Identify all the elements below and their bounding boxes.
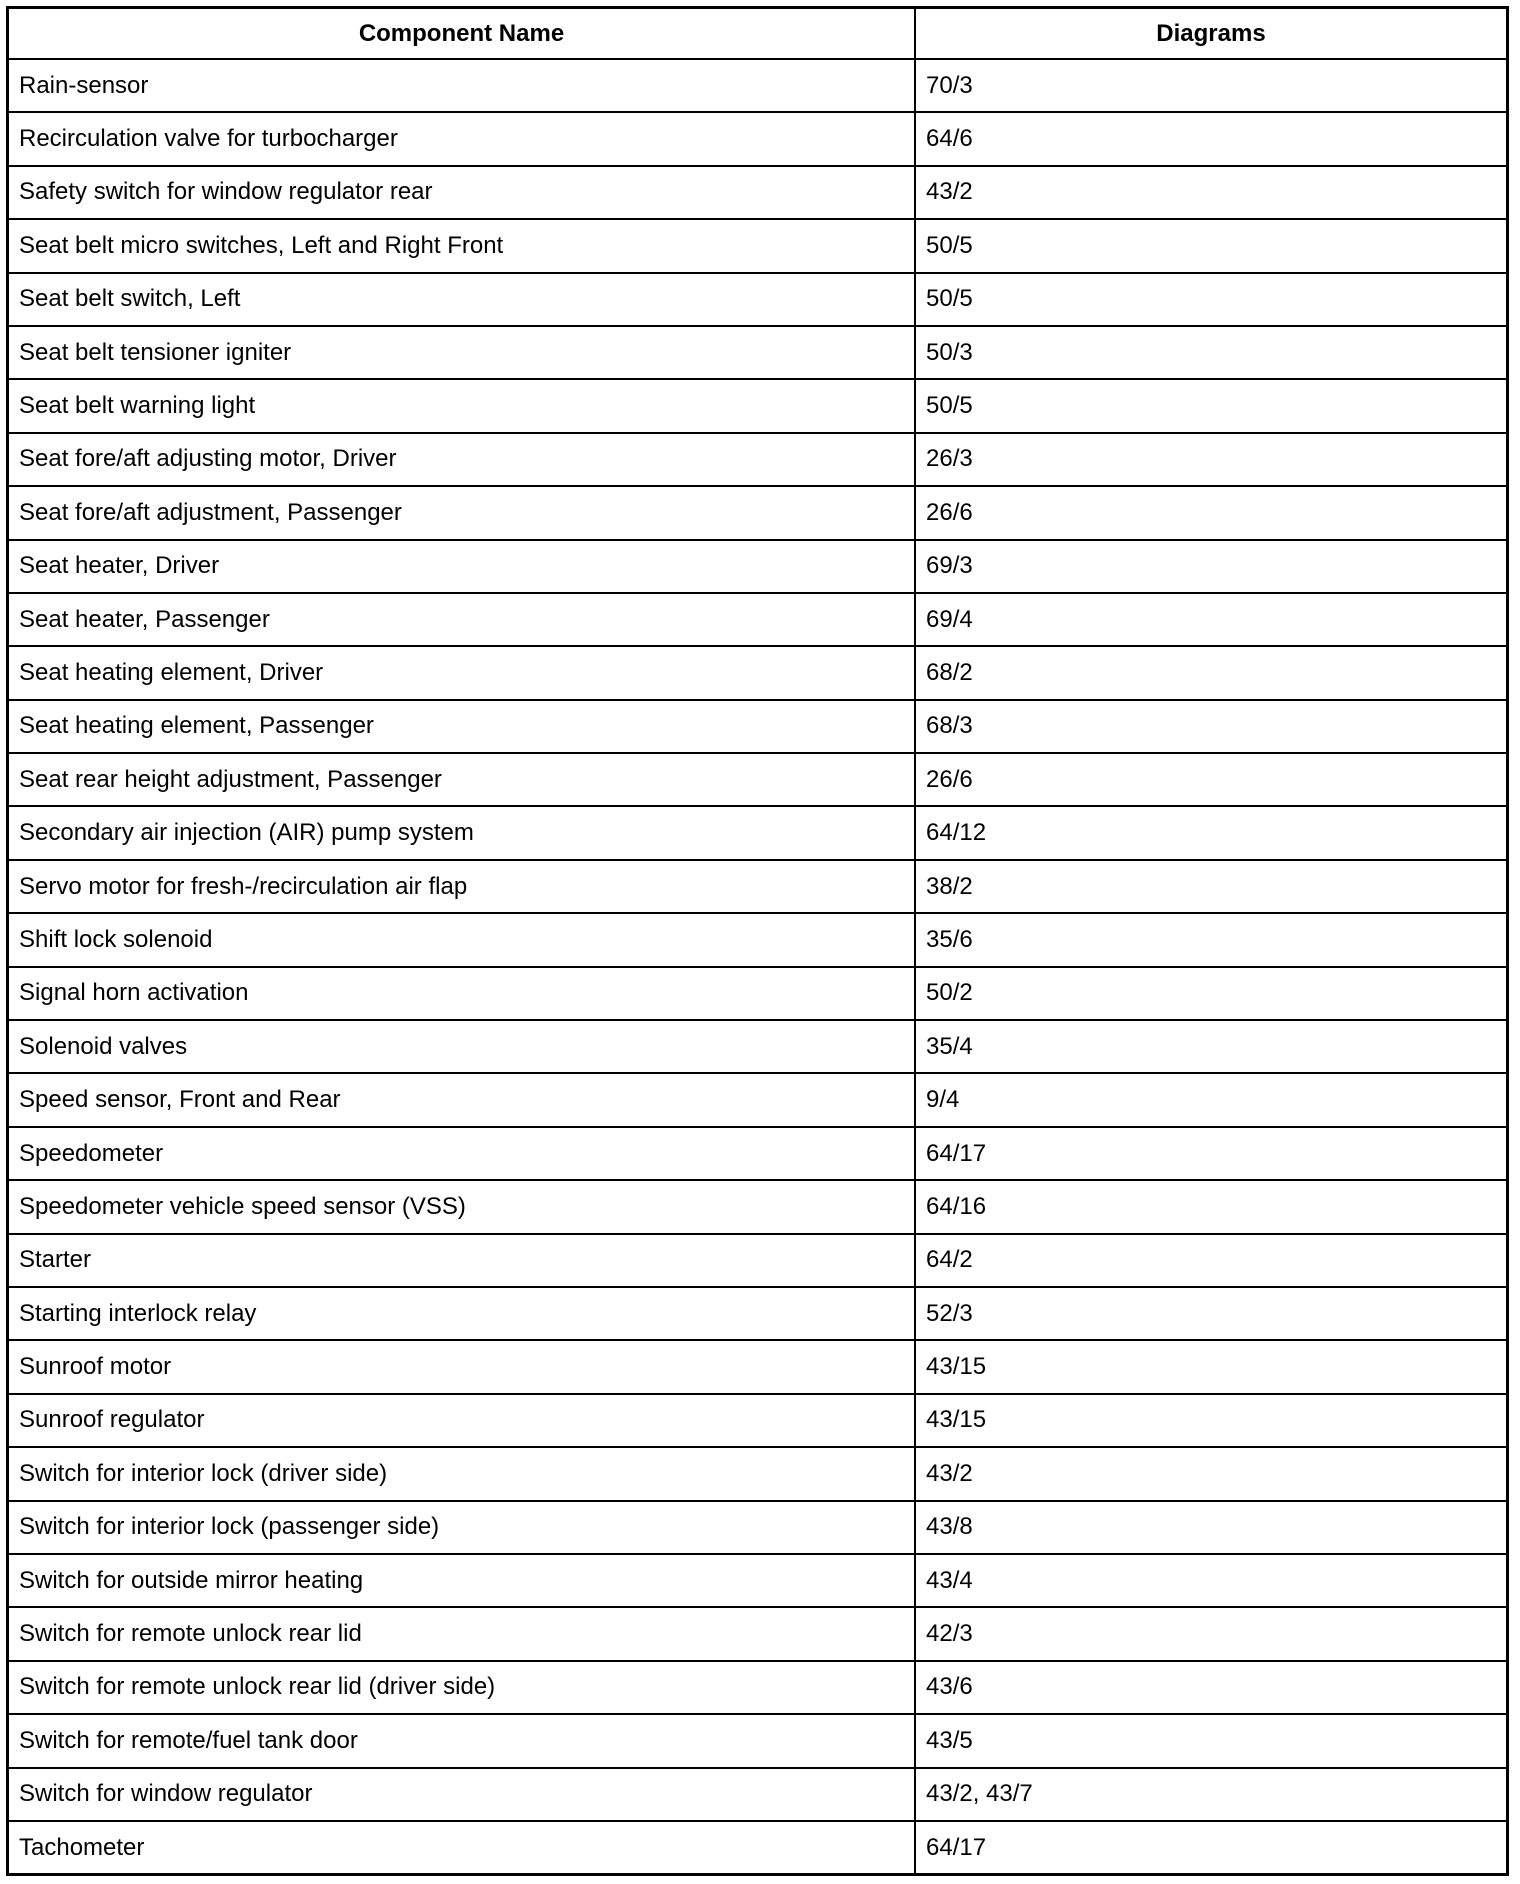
component-name-cell: Speed sensor, Front and Rear bbox=[9, 1073, 915, 1126]
diagram-ref-cell: 43/2 bbox=[915, 1447, 1506, 1500]
table-row bbox=[9, 59, 1506, 112]
diagram-ref-cell: 50/2 bbox=[915, 967, 1506, 1020]
table-row bbox=[9, 219, 1506, 272]
diagram-ref-cell: 69/3 bbox=[915, 540, 1506, 593]
diagram-ref-cell: 64/17 bbox=[915, 1127, 1506, 1180]
diagram-ref-cell: 64/17 bbox=[915, 1821, 1506, 1874]
table-row bbox=[9, 1127, 1506, 1180]
component-name-cell: Recirculation valve for turbocharger bbox=[9, 112, 915, 165]
table-row bbox=[9, 1287, 1506, 1340]
diagram-ref-cell: 43/4 bbox=[915, 1554, 1506, 1607]
component-name-cell: Switch for window regulator bbox=[9, 1768, 915, 1821]
diagram-ref-cell: 43/2, 43/7 bbox=[915, 1768, 1506, 1821]
table-row bbox=[9, 166, 1506, 219]
table-row bbox=[9, 112, 1506, 165]
table-row bbox=[9, 1554, 1506, 1607]
component-name-cell: Starting interlock relay bbox=[9, 1287, 915, 1340]
diagram-ref-cell: 43/5 bbox=[915, 1714, 1506, 1767]
table-row bbox=[9, 753, 1506, 806]
table-row bbox=[9, 806, 1506, 859]
diagram-ref-cell: 50/5 bbox=[915, 273, 1506, 326]
component-table-frame bbox=[6, 6, 1509, 1876]
component-name-cell: Seat heating element, Passenger bbox=[9, 700, 915, 753]
diagram-ref-cell: 26/3 bbox=[915, 433, 1506, 486]
component-name-cell: Solenoid valves bbox=[9, 1020, 915, 1073]
table-row bbox=[9, 1394, 1506, 1447]
component-name-cell: Sunroof motor bbox=[9, 1340, 915, 1393]
table-row bbox=[9, 700, 1506, 753]
component-name-cell: Switch for outside mirror heating bbox=[9, 1554, 915, 1607]
table-row bbox=[9, 1768, 1506, 1821]
component-name-cell: Safety switch for window regulator rear bbox=[9, 166, 915, 219]
component-name-cell: Switch for remote unlock rear lid bbox=[9, 1607, 915, 1660]
diagram-ref-cell: 50/3 bbox=[915, 326, 1506, 379]
component-name-cell: Switch for interior lock (driver side) bbox=[9, 1447, 915, 1500]
diagram-ref-cell: 43/6 bbox=[915, 1661, 1506, 1714]
table-row bbox=[9, 1661, 1506, 1714]
diagram-ref-cell: 43/8 bbox=[915, 1501, 1506, 1554]
diagram-ref-cell: 42/3 bbox=[915, 1607, 1506, 1660]
diagram-ref-cell: 50/5 bbox=[915, 219, 1506, 272]
component-name-cell: Servo motor for fresh-/recirculation air flap bbox=[9, 860, 915, 913]
table-row bbox=[9, 1340, 1506, 1393]
table-row bbox=[9, 1020, 1506, 1073]
component-name-cell: Seat belt switch, Left bbox=[9, 273, 915, 326]
table-row bbox=[9, 326, 1506, 379]
component-name-cell: Sunroof regulator bbox=[9, 1394, 915, 1447]
diagram-ref-cell: 64/16 bbox=[915, 1180, 1506, 1233]
component-name-cell: Seat heater, Passenger bbox=[9, 593, 915, 646]
diagram-ref-cell: 68/3 bbox=[915, 700, 1506, 753]
component-name-cell: Seat rear height adjustment, Passenger bbox=[9, 753, 915, 806]
diagram-ref-cell: 43/2 bbox=[915, 166, 1506, 219]
component-name-cell: Seat fore/aft adjustment, Passenger bbox=[9, 486, 915, 539]
table-row bbox=[9, 646, 1506, 699]
diagram-ref-cell: 68/2 bbox=[915, 646, 1506, 699]
component-name-cell: Speedometer bbox=[9, 1127, 915, 1180]
table-row bbox=[9, 860, 1506, 913]
table-row bbox=[9, 1821, 1506, 1874]
diagram-ref-cell: 64/6 bbox=[915, 112, 1506, 165]
component-name-cell: Seat belt tensioner igniter bbox=[9, 326, 915, 379]
table-row bbox=[9, 967, 1506, 1020]
table-row bbox=[9, 1607, 1506, 1660]
component-diagram-table bbox=[9, 9, 1506, 1874]
component-name-cell: Switch for interior lock (passenger side) bbox=[9, 1501, 915, 1554]
component-name-cell: Switch for remote unlock rear lid (driver side) bbox=[9, 1661, 915, 1714]
diagram-ref-cell: 26/6 bbox=[915, 753, 1506, 806]
component-name-cell: Tachometer bbox=[9, 1821, 915, 1874]
table-row bbox=[9, 1714, 1506, 1767]
diagram-ref-cell: 38/2 bbox=[915, 860, 1506, 913]
table-row bbox=[9, 273, 1506, 326]
diagram-ref-cell: 26/6 bbox=[915, 486, 1506, 539]
component-name-cell: Shift lock solenoid bbox=[9, 913, 915, 966]
diagram-ref-cell: 52/3 bbox=[915, 1287, 1506, 1340]
component-name-cell: Seat heating element, Driver bbox=[9, 646, 915, 699]
component-name-cell: Seat belt micro switches, Left and Right Front bbox=[9, 219, 915, 272]
diagram-ref-cell: 9/4 bbox=[915, 1073, 1506, 1126]
diagram-ref-cell: 43/15 bbox=[915, 1340, 1506, 1393]
table-row bbox=[9, 593, 1506, 646]
table-row bbox=[9, 913, 1506, 966]
table-row bbox=[9, 540, 1506, 593]
table-row bbox=[9, 1180, 1506, 1233]
component-name-cell: Seat belt warning light bbox=[9, 379, 915, 432]
table-row bbox=[9, 1234, 1506, 1287]
diagram-ref-cell: 64/2 bbox=[915, 1234, 1506, 1287]
table-row bbox=[9, 379, 1506, 432]
table-header-row bbox=[9, 9, 1506, 59]
component-name-cell: Seat fore/aft adjusting motor, Driver bbox=[9, 433, 915, 486]
diagram-ref-cell: 43/15 bbox=[915, 1394, 1506, 1447]
diagram-ref-cell: 35/4 bbox=[915, 1020, 1506, 1073]
table-row bbox=[9, 433, 1506, 486]
table-row bbox=[9, 486, 1506, 539]
component-name-cell: Speedometer vehicle speed sensor (VSS) bbox=[9, 1180, 915, 1233]
diagram-ref-cell: 50/5 bbox=[915, 379, 1506, 432]
table-row bbox=[9, 1447, 1506, 1500]
table-row bbox=[9, 1501, 1506, 1554]
table-row bbox=[9, 1073, 1506, 1126]
header-diagrams: Diagrams bbox=[915, 9, 1506, 59]
diagram-ref-cell: 69/4 bbox=[915, 593, 1506, 646]
component-name-cell: Starter bbox=[9, 1234, 915, 1287]
diagram-ref-cell: 35/6 bbox=[915, 913, 1506, 966]
component-name-cell: Secondary air injection (AIR) pump system bbox=[9, 806, 915, 859]
header-component-name: Component Name bbox=[9, 9, 915, 59]
component-name-cell: Rain-sensor bbox=[9, 59, 915, 112]
table-body bbox=[9, 59, 1506, 1874]
diagram-ref-cell: 64/12 bbox=[915, 806, 1506, 859]
component-name-cell: Seat heater, Driver bbox=[9, 540, 915, 593]
component-name-cell: Switch for remote/fuel tank door bbox=[9, 1714, 915, 1767]
component-name-cell: Signal horn activation bbox=[9, 967, 915, 1020]
diagram-ref-cell: 70/3 bbox=[915, 59, 1506, 112]
